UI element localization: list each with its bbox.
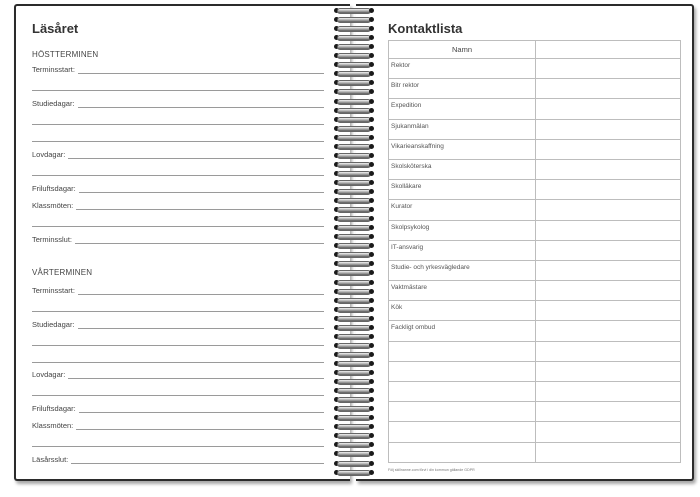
term-start-row [32,285,324,295]
blank-line[interactable] [32,446,324,447]
blank-line[interactable] [32,395,324,396]
contact-role-cell[interactable] [389,422,536,441]
left-page [14,4,350,481]
table-row [389,280,680,300]
spiral-coil [333,324,375,332]
page-title-school-year: Läsåret [32,21,79,36]
table-row [389,58,680,78]
spiral-coil [333,98,375,106]
contact-role-label: Kurator [391,203,413,211]
contact-details-cell[interactable] [536,221,680,240]
table-row [389,199,680,219]
spring-term-heading: VÅRTERMINEN [32,268,93,277]
spiral-coil [333,306,375,314]
spiral-coil [333,34,375,42]
spiral-coil [333,161,375,169]
holidays-row [32,369,324,379]
spiral-coil [333,423,375,431]
spiral-coil [333,333,375,341]
contact-role-label: Studie- och yrkesvägledare [391,263,470,271]
blank-line[interactable] [32,345,324,346]
table-row [389,300,680,320]
spiral-coil [333,107,375,115]
spiral-coil [333,197,375,205]
study-days-row [32,98,324,108]
holidays-row [32,149,324,159]
table-row [389,119,680,139]
year-end-row [32,454,324,464]
name-column-header-label: Namn [451,45,472,54]
spiral-binding [333,7,375,479]
contact-role-label: Vikarieanskaffning [391,142,444,150]
spiral-coil [333,134,375,142]
contact-role-label: Rektor [391,62,411,69]
table-row [389,159,680,179]
blank-line[interactable] [32,141,324,142]
spiral-coil [333,116,375,124]
footer-note: Följ skillnanne.com förvi i din kommun gällande GDPR [388,468,475,472]
contact-role-label: Skolsköterska [391,162,432,170]
blank-line[interactable] [32,226,324,227]
outdoor-days-row [32,183,324,193]
spiral-coil [333,25,375,33]
contact-role-cell[interactable] [389,281,536,300]
blank-line[interactable] [32,90,324,91]
contact-role-cell[interactable] [389,382,536,401]
contact-role-cell[interactable] [389,402,536,421]
contact-details-cell[interactable] [536,422,680,441]
table-row [389,341,680,361]
table-row [389,442,680,462]
spiral-coil [333,125,375,133]
contact-role-cell[interactable] [389,221,536,240]
holidays-label: Lovdagar: [32,370,68,379]
contact-role-cell[interactable] [389,99,536,118]
contact-details-cell[interactable] [536,382,680,401]
study-days-label: Studiedagar: [32,320,78,329]
spiral-coil [333,360,375,368]
class-meetings-label: Klassmöten: [32,421,76,430]
contact-role-cell[interactable] [389,443,536,462]
table-row [389,361,680,381]
contact-details-cell[interactable] [536,180,680,199]
spiral-coil [333,79,375,87]
spiral-coil [333,369,375,377]
spiral-coil [333,387,375,395]
name-column-header [389,41,536,58]
term-end-label: Terminsslut: [32,235,75,244]
spiral-coil [333,342,375,350]
spiral-coil [333,224,375,232]
spiral-coil [333,297,375,305]
spiral-coil [333,70,375,78]
spiral-coil [333,315,375,323]
contact-role-cell[interactable] [389,241,536,260]
spiral-coil [333,61,375,69]
blank-line[interactable] [32,311,324,312]
table-header-row [389,41,680,58]
spiral-coil [333,251,375,259]
contact-role-cell[interactable] [389,261,536,280]
table-row [389,381,680,401]
outdoor-days-row [32,403,324,413]
right-page [356,4,694,481]
contact-role-label: Skolläkare [391,183,422,191]
spiral-coil [333,414,375,422]
contact-role-cell[interactable] [389,79,536,98]
contact-role-cell[interactable] [389,321,536,340]
table-row [389,421,680,441]
spiral-coil [333,143,375,151]
spiral-coil [333,242,375,250]
spiral-coil [333,16,375,24]
table-row [389,260,680,280]
class-meetings-label: Klassmöten: [32,201,76,210]
spiral-coil [333,88,375,96]
contact-role-label: Bitr rektor [391,82,420,90]
contact-details-cell[interactable] [536,79,680,98]
contact-role-cell[interactable] [389,342,536,361]
term-start-label: Terminsstart: [32,65,78,74]
contact-role-label: Fackligt ombud [391,324,436,332]
contact-details-cell[interactable] [536,160,680,179]
contact-details-cell[interactable] [536,301,680,320]
spiral-coil [333,378,375,386]
contact-details-cell[interactable] [536,321,680,340]
spiral-coil [333,469,375,477]
page-title-contact-list: Kontaktlista [388,21,463,36]
table-row [389,78,680,98]
outdoor-days-label: Friluftsdagar: [32,404,79,413]
contact-role-label: Vaktmästare [391,284,428,292]
contact-details-cell[interactable] [536,200,680,219]
table-row [389,98,680,118]
term-start-label: Terminsstart: [32,286,78,295]
term-start-row [32,64,324,74]
spiral-coil [333,450,375,458]
contact-role-cell[interactable] [389,180,536,199]
spiral-coil [333,170,375,178]
table-row [389,179,680,199]
spiral-coil [333,432,375,440]
spiral-coil [333,288,375,296]
outdoor-days-label: Friluftsdagar: [32,184,79,193]
spiral-coil [333,396,375,404]
spiral-coil [333,260,375,268]
table-row [389,401,680,421]
contact-role-cell[interactable] [389,59,536,78]
class-meetings-row [32,420,324,430]
spiral-coil [333,206,375,214]
contact-role-cell[interactable] [389,120,536,139]
spiral-coil [333,179,375,187]
class-meetings-row [32,200,324,210]
year-end-label: Läsårsslut: [32,455,71,464]
contact-details-cell[interactable] [536,342,680,361]
spiral-coil [333,52,375,60]
spiral-coil [333,279,375,287]
contact-role-label: IT-ansvarig [391,243,424,251]
contact-role-cell[interactable] [389,140,536,159]
autumn-term-heading: HÖSTTERMINEN [32,50,99,59]
study-days-row [32,319,324,329]
spiral-coil [333,460,375,468]
contact-details-cell[interactable] [536,140,680,159]
spiral-coil [333,351,375,359]
spiral-coil [333,152,375,160]
contact-table [388,40,681,463]
spiral-coil [333,188,375,196]
contact-details-cell[interactable] [536,362,680,381]
contact-details-cell[interactable] [536,443,680,462]
contact-role-cell[interactable] [389,200,536,219]
contact-role-cell[interactable] [389,160,536,179]
contact-details-cell[interactable] [536,402,680,421]
contact-role-label: Expedition [391,102,422,110]
contact-role-cell[interactable] [389,301,536,320]
study-days-label: Studiedagar: [32,99,78,108]
spiral-coil [333,233,375,241]
term-end-row [32,234,324,244]
blank-line[interactable] [32,362,324,363]
holidays-label: Lovdagar: [32,150,68,159]
contact-details-cell[interactable] [536,120,680,139]
spiral-coil [333,43,375,51]
contact-details-cell[interactable] [536,281,680,300]
contact-role-cell[interactable] [389,362,536,381]
blank-line[interactable] [32,124,324,125]
contact-role-label: Sjukanmälan [391,122,429,130]
spiral-coil [333,441,375,449]
table-row [389,240,680,260]
spiral-coil [333,215,375,223]
blank-line[interactable] [32,175,324,176]
contact-role-label: Kök [391,304,403,312]
table-row [389,139,680,159]
contact-details-cell[interactable] [536,99,680,118]
contact-details-cell[interactable] [536,241,680,260]
table-row [389,320,680,340]
spiral-coil [333,269,375,277]
table-row [389,220,680,240]
contact-details-cell[interactable] [536,59,680,78]
contact-role-label: Skolpsykolog [391,223,430,231]
spiral-coil [333,405,375,413]
spiral-coil [333,7,375,15]
contact-details-cell[interactable] [536,261,680,280]
